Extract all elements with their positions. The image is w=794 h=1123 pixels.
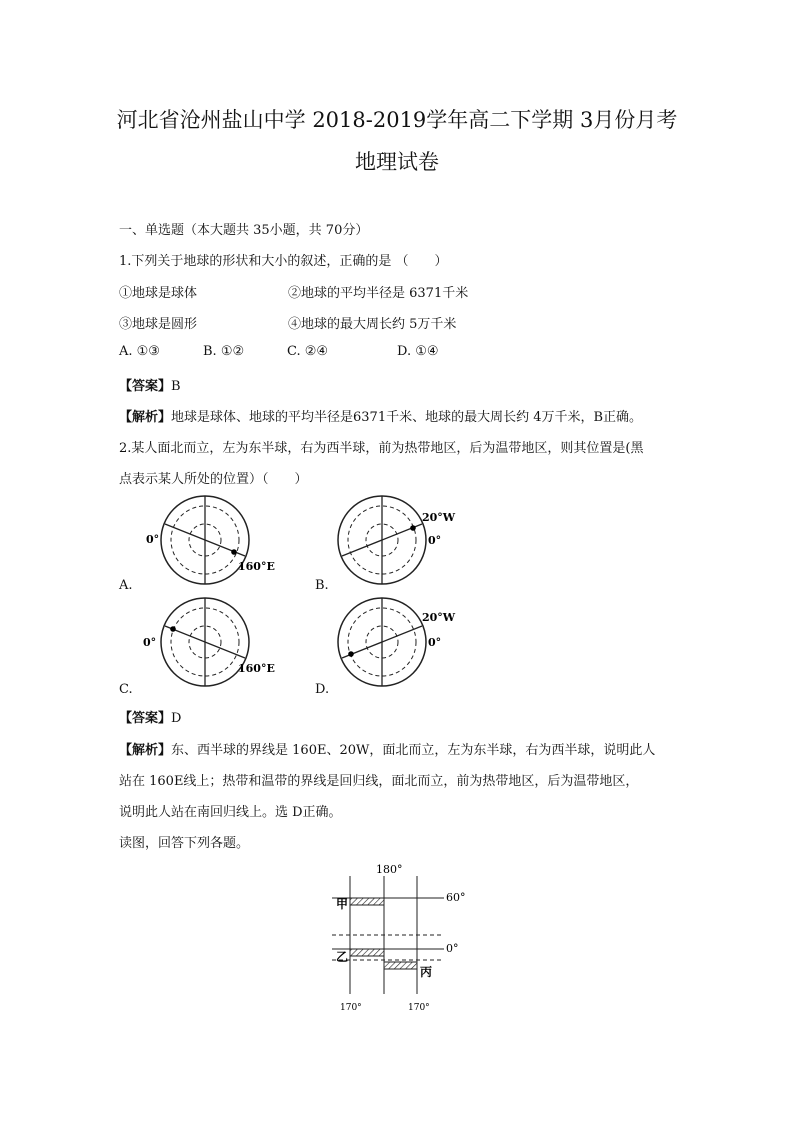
fig-b-label: B. xyxy=(315,578,329,593)
figure-c xyxy=(140,596,290,688)
analysis-text: 东、西半球的界线是 160E、20W，面北而立，左为东半球，右为西半球，说明此人 xyxy=(171,743,656,758)
q1-statement-3: ③地球是圆形 xyxy=(119,317,198,332)
fig-b-20w-label: 20°W xyxy=(422,511,456,524)
question-1-stem: 1.下列关于地球的形状和大小的叙述，正确的是 （ ） xyxy=(119,254,448,269)
fig-c-label: C. xyxy=(119,682,133,697)
map-180-label: 180° xyxy=(376,863,403,876)
analysis-text: 地球是球体、地球的平均半径是6371千米、地球的最大周长约 4万千米，B正确。 xyxy=(171,410,643,425)
question-2-stem-line2: 点表示某人所处的位置）（ ） xyxy=(119,472,308,487)
q3-intro: 读图，回答下列各题。 xyxy=(119,836,250,851)
fig-d-0-label: 0° xyxy=(428,636,442,649)
q2-analysis-line2: 站在 160E线上；热带和温带的界线是回归线，面北而立，前为热带地区，后为温带地区， xyxy=(119,774,639,789)
answer-tag: 【答案】 xyxy=(119,379,172,394)
page-subtitle: 地理试卷 xyxy=(355,150,439,174)
fig-a-160e-label: 160°E xyxy=(238,560,275,573)
fig-c-0-label: 0° xyxy=(143,636,157,649)
map-0-label: 0° xyxy=(446,942,459,955)
q1-statement-1: ①地球是球体 xyxy=(119,286,198,301)
q1-option-b: B. ①② xyxy=(203,344,245,359)
map-jia-label: 甲 xyxy=(336,897,349,911)
figure-b xyxy=(334,494,484,586)
q1-analysis xyxy=(119,406,642,425)
map-figure xyxy=(318,858,478,1016)
band-jia xyxy=(350,898,384,905)
fig-c-160e-label: 160°E xyxy=(238,662,275,675)
q2-answer xyxy=(119,707,181,726)
band-yi xyxy=(350,949,384,956)
map-yi-label: 乙 xyxy=(336,950,349,964)
map-bing-label: 丙 xyxy=(420,965,433,979)
q1-option-c: C. ②④ xyxy=(287,344,329,359)
page-title: 河北省沧州盐山中学 2018-2019学年高二下学期 3月份月考 xyxy=(116,108,678,132)
question-2-stem-line1: 2.某人面北而立，左为东半球，右为西半球，前为热带地区，后为温带地区，则其位置是(黑 xyxy=(119,441,644,456)
map-170-left-label: 170° xyxy=(340,1003,362,1013)
figure-d xyxy=(334,596,484,688)
answer-value: B xyxy=(171,379,181,394)
fig-a-label: A. xyxy=(119,578,133,593)
q1-answer xyxy=(119,375,181,394)
q2-analysis-line1 xyxy=(119,739,655,758)
analysis-tag: 【解析】 xyxy=(119,410,172,425)
q1-option-a: A. ①③ xyxy=(119,344,160,359)
fig-d-20w-label: 20°W xyxy=(422,611,456,624)
q1-option-d: D. ①④ xyxy=(397,344,439,359)
answer-value: D xyxy=(171,711,182,726)
fig-b-0-label: 0° xyxy=(428,534,442,547)
band-bing xyxy=(384,962,417,969)
q1-statement-4: ④地球的最大周长约 5万千米 xyxy=(288,317,457,332)
analysis-tag: 【解析】 xyxy=(119,743,172,758)
fig-d-label: D. xyxy=(315,682,330,697)
q1-statement-2: ②地球的平均半径是 6371千米 xyxy=(288,286,469,301)
answer-tag: 【答案】 xyxy=(119,711,172,726)
q2-analysis-line3: 说明此人站在南回归线上。选 D正确。 xyxy=(119,805,342,820)
section-header: 一、单选题（本大题共 35小题，共 70分） xyxy=(119,223,369,238)
map-170-right-label: 170° xyxy=(408,1003,430,1013)
fig-a-0-label: 0° xyxy=(146,533,160,546)
figure-a xyxy=(140,494,290,586)
map-60-label: 60° xyxy=(446,891,466,904)
